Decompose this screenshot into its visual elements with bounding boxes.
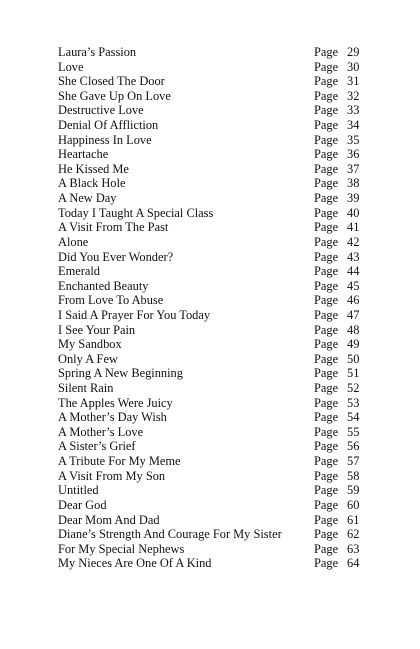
toc-entry [58, 308, 368, 323]
toc-entry [58, 483, 368, 498]
toc-page-label: Page [314, 278, 339, 293]
toc-page-label: Page [314, 249, 339, 264]
toc-entry-title: Enchanted Beauty [58, 278, 149, 293]
toc-entry-title: From Love To Abuse [58, 293, 164, 308]
toc-entry-title: The Apples Were Juicy [58, 395, 173, 410]
toc-entry-title: Destructive Love [58, 103, 144, 118]
toc-entry [58, 454, 368, 469]
toc-page-label: Page [314, 381, 339, 396]
toc-entry [58, 410, 368, 425]
toc-entry-title: Laura’s Passion [58, 45, 137, 59]
toc-page-number: 42 [347, 234, 360, 249]
toc-page-number: 39 [347, 191, 360, 206]
toc-page-number: 60 [347, 497, 360, 512]
toc-entry-title: A Mother’s Love [58, 424, 144, 439]
toc-entry-title: Today I Taught A Special Class [58, 205, 214, 220]
toc-entry-title: Silent Rain [58, 381, 114, 396]
toc-entry-title: She Gave Up On Love [58, 88, 171, 103]
toc-entry-title: A New Day [58, 191, 117, 206]
toc-page-label: Page [314, 527, 339, 542]
toc-entry-title: Dear Mom And Dad [58, 512, 160, 527]
toc-page-label: Page [314, 439, 339, 454]
toc-page-number: 54 [347, 410, 360, 425]
toc-page-label: Page [314, 205, 339, 220]
toc-entry-title: Untitled [58, 483, 99, 498]
toc-page-number: 59 [347, 483, 360, 498]
toc-entry [58, 162, 368, 177]
toc-page-number: 53 [347, 395, 360, 410]
toc-entry [58, 542, 368, 557]
toc-entry [58, 469, 368, 484]
toc-page-label: Page [314, 424, 339, 439]
toc-page-number: 64 [347, 556, 360, 571]
toc-entry [58, 337, 368, 352]
toc-page-label: Page [314, 322, 339, 337]
toc-page-number: 44 [347, 264, 360, 279]
toc-page-number: 37 [347, 161, 360, 176]
toc-entry [58, 556, 368, 571]
toc-page-label: Page [314, 191, 339, 206]
toc-entry-title: Did You Ever Wonder? [58, 249, 174, 264]
toc-entry-title: Emerald [58, 264, 100, 279]
toc-entry [58, 191, 368, 206]
toc-page-number: 32 [347, 88, 360, 103]
toc-entry [58, 293, 368, 308]
toc-page-number: 35 [347, 132, 360, 147]
toc-entry [58, 439, 368, 454]
toc-page-label: Page [314, 468, 339, 483]
toc-page-label: Page [314, 74, 339, 89]
toc-page-label: Page [314, 161, 339, 176]
toc-page-number: 50 [347, 351, 360, 366]
toc-entry [58, 366, 368, 381]
toc-page-number: 43 [347, 249, 360, 264]
toc-page-number: 36 [347, 147, 360, 162]
toc-page-label: Page [314, 147, 339, 162]
toc-entry-title: Only A Few [58, 351, 118, 366]
toc-page-number: 46 [347, 293, 360, 308]
toc-entry-title: A Black Hole [58, 176, 126, 191]
toc-page-label: Page [314, 307, 339, 322]
toc-page-number: 47 [347, 307, 360, 322]
toc-page-label: Page [314, 103, 339, 118]
toc-page-label: Page [314, 497, 339, 512]
toc-entry [58, 425, 368, 440]
toc-entry [58, 103, 368, 118]
toc-page-label: Page [314, 118, 339, 133]
toc-page-number: 52 [347, 381, 360, 396]
toc-entry [58, 323, 368, 338]
toc-page-number: 41 [347, 220, 360, 235]
toc-entry-title: Diane’s Strength And Courage For My Sister [58, 527, 282, 542]
toc-page-label: Page [314, 556, 339, 571]
toc-entry [58, 60, 368, 75]
toc-entry-title: Heartache [58, 147, 109, 162]
toc-page-label: Page [314, 220, 339, 235]
toc-page-label: Page [314, 264, 339, 279]
toc-page-label: Page [314, 234, 339, 249]
toc-entry-title: A Visit From The Past [58, 220, 169, 235]
toc-entry [58, 206, 368, 221]
toc-page-label: Page [314, 395, 339, 410]
toc-page-number: 31 [347, 74, 360, 89]
toc-page-number: 49 [347, 337, 360, 352]
toc-entry [58, 264, 368, 279]
toc-page-number: 61 [347, 512, 360, 527]
toc-page-number: 58 [347, 468, 360, 483]
toc-entry-title: A Tribute For My Meme [58, 454, 181, 469]
toc-entry-title: She Closed The Door [58, 74, 165, 89]
toc-entry [58, 176, 368, 191]
toc-page-label: Page [314, 454, 339, 469]
toc-page-label: Page [314, 512, 339, 527]
toc-entry [58, 396, 368, 411]
toc-entry [58, 133, 368, 148]
toc-entry [58, 381, 368, 396]
toc-page-label: Page [314, 541, 339, 556]
table-of-contents [58, 45, 368, 571]
toc-page-number: 45 [347, 278, 360, 293]
toc-entry [58, 89, 368, 104]
toc-entry-title: A Visit From My Son [58, 468, 166, 483]
toc-page-number: 63 [347, 541, 360, 556]
toc-entry-title: He Kissed Me [58, 161, 129, 176]
toc-entry-title: I See Your Pain [58, 322, 136, 337]
toc-entry-title: Denial Of Affliction [58, 118, 159, 133]
toc-page-label: Page [314, 483, 339, 498]
toc-entry [58, 45, 368, 60]
toc-page-label: Page [314, 337, 339, 352]
toc-entry [58, 498, 368, 513]
toc-entry-title: Dear God [58, 497, 107, 512]
toc-entry [58, 527, 368, 542]
toc-page-number: 56 [347, 439, 360, 454]
toc-page-number: 51 [347, 366, 360, 381]
toc-entry [58, 74, 368, 89]
toc-page-number: 34 [347, 118, 360, 133]
toc-page-number: 55 [347, 424, 360, 439]
toc-page-label: Page [314, 410, 339, 425]
toc-entry [58, 235, 368, 250]
toc-entry [58, 147, 368, 162]
toc-page-number: 57 [347, 454, 360, 469]
toc-entry [58, 220, 368, 235]
toc-page-label: Page [314, 366, 339, 381]
toc-entry [58, 118, 368, 133]
toc-page-label: Page [314, 293, 339, 308]
toc-page-label: Page [314, 176, 339, 191]
toc-entry-title: A Mother’s Day Wish [58, 410, 167, 425]
toc-entry-title: My Nieces Are One Of A Kind [58, 556, 212, 571]
toc-entry-title: For My Special Nephews [58, 541, 185, 556]
toc-entry-title: Spring A New Beginning [58, 366, 183, 381]
toc-entry-title: I Said A Prayer For You Today [58, 307, 211, 322]
toc-page-label: Page [314, 351, 339, 366]
toc-entry [58, 279, 368, 294]
toc-page-label: Page [314, 132, 339, 147]
toc-page-number: 33 [347, 103, 360, 118]
toc-entry-title: Love [58, 59, 84, 74]
toc-page-number: 48 [347, 322, 360, 337]
toc-page-label: Page [314, 45, 339, 59]
toc-entry-title: A Sister’s Grief [58, 439, 136, 454]
toc-page-label: Page [314, 88, 339, 103]
toc-entry-title: Happiness In Love [58, 132, 152, 147]
toc-page-label: Page [314, 59, 339, 74]
toc-entry-title: Alone [58, 234, 89, 249]
toc-page-number: 40 [347, 205, 360, 220]
toc-entry [58, 352, 368, 367]
toc-page-number: 62 [347, 527, 360, 542]
toc-entry [58, 250, 368, 265]
toc-page-number: 30 [347, 59, 360, 74]
toc-entry-title: My Sandbox [58, 337, 122, 352]
toc-page-number: 29 [347, 45, 360, 59]
toc-page-number: 38 [347, 176, 360, 191]
toc-entry [58, 513, 368, 528]
